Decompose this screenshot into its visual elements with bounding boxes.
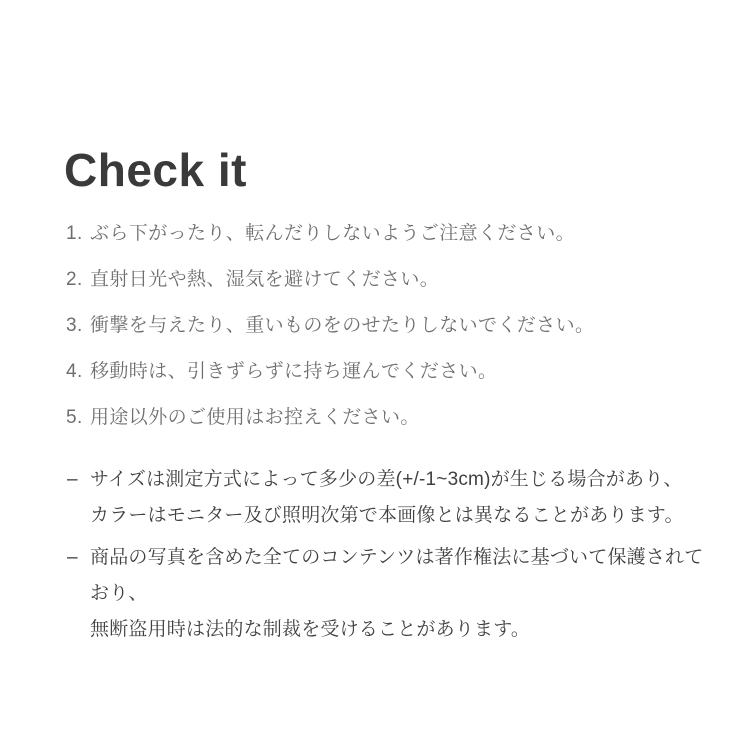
list-item-number: 4. (66, 361, 83, 383)
dash-bullet: – (67, 469, 78, 491)
list-item-text: 衝撃を与えたり、重いものをのせたりしないでください。 (90, 315, 595, 337)
disclaimer-line: カラーはモニター及び照明次第で本画像とは異なることがあります。 (90, 505, 684, 527)
list-item (64, 408, 706, 428)
list-item (64, 270, 706, 290)
list-item-text: 用途以外のご使用はお控えください。 (90, 407, 420, 429)
instruction-list (64, 224, 706, 428)
disclaimer-item (64, 540, 706, 648)
list-item-number: 1. (66, 223, 83, 245)
list-item-number: 2. (66, 269, 83, 291)
disclaimer-line: 商品の写真を含めた全てのコンテンツは著作権法に基づいて保護されており、 (90, 547, 704, 605)
page-title: Check it (64, 144, 247, 196)
list-item (64, 362, 706, 382)
disclaimer-text (90, 540, 706, 648)
disclaimer-text (90, 462, 706, 534)
disclaimer-line: 無断盗用時は法的な制裁を受けることがあります。 (90, 619, 531, 641)
disclaimer-item (64, 462, 706, 534)
list-item-text: 移動時は、引きずらずに持ち運んでください。 (90, 361, 498, 383)
list-item (64, 224, 706, 244)
list-item-number: 5. (66, 407, 83, 429)
list-item (64, 316, 706, 336)
disclaimer-section (64, 462, 706, 648)
list-item-text: 直射日光や熱、湿気を避けてください。 (90, 269, 440, 291)
list-item-number: 3. (66, 315, 83, 337)
list-item-text: ぶら下がったり、転んだりしないようご注意ください。 (90, 223, 576, 245)
dash-bullet: – (67, 547, 78, 569)
disclaimer-line: サイズは測定方式によって多少の差(+/-1~3cm)が生じる場合があり、 (90, 469, 683, 491)
